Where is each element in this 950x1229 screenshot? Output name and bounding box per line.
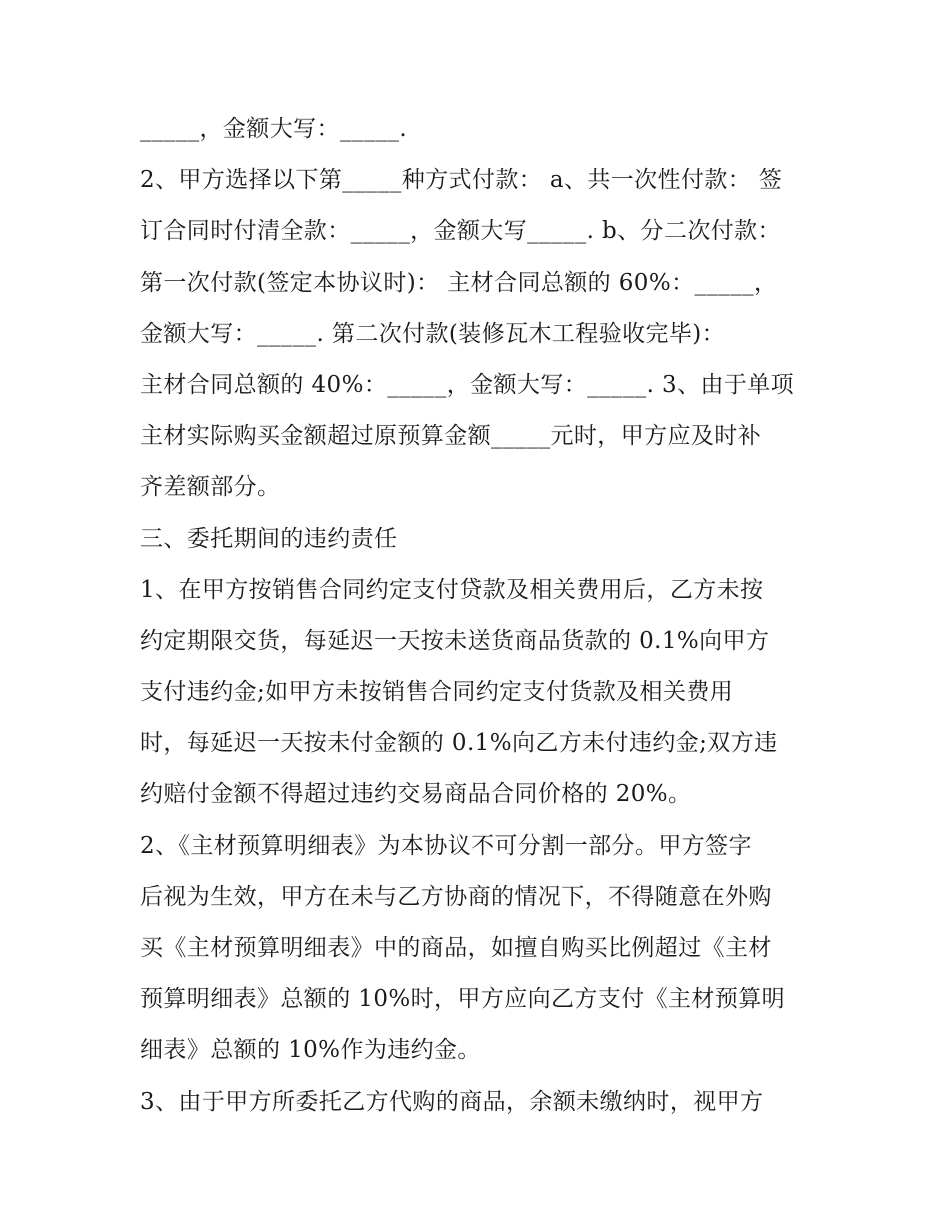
- text-line: 后视为生效，甲方在未与乙方协商的情况下，不得随意在外购: [140, 883, 772, 910]
- text-line: 第一次付款(签定本协议时)： 主材合同总额的 60%：_____，: [140, 269, 778, 296]
- text-line: 约赔付金额不得超过违约交易商品合同价格的 20%。: [140, 781, 692, 808]
- text-line: 预算明细表》总额的 10%时，甲方应向乙方支付《主材预算明: [140, 986, 786, 1013]
- text-line: 约定期限交货，每延迟一天按未送货商品货款的 0.1%向甲方: [140, 627, 770, 654]
- text-line: 齐差额部分。: [140, 474, 281, 501]
- text-line: 主材实际购买金额超过原预算金额_____元时，甲方应及时补: [140, 423, 762, 450]
- document-body: [140, 104, 820, 1128]
- text-line: 订合同时付清全款：_____，金额大写_____. b、分二次付款：: [140, 218, 781, 245]
- text-line: 细表》总额的 10%作为违约金。: [140, 1037, 481, 1064]
- text-line: 2、甲方选择以下第_____种方式付款： a、共一次性付款： 签: [140, 167, 783, 194]
- text-line: 支付违约金;如甲方未按销售合同约定支付货款及相关费用: [140, 679, 734, 706]
- text-line: 时，每延迟一天按未付金额的 0.1%向乙方未付违约金;双方违: [140, 730, 778, 757]
- text-line: _____，金额大写：_____.: [140, 116, 408, 142]
- text-line: 金额大写：_____. 第二次付款(装修瓦木工程验收完毕)：: [140, 320, 726, 347]
- text-line: 主材合同总额的 40%：_____，金额大写：_____. 3、由于单项: [140, 371, 795, 398]
- text-line: 2、《主材预算明细表》为本协议不可分割一部分。甲方签字: [140, 832, 752, 859]
- section-heading: 三、委托期间的违约责任: [140, 525, 398, 552]
- text-line: 3、由于甲方所委托乙方代购的商品，余额未缴纳时，视甲方: [140, 1088, 764, 1115]
- text-line: 1、在甲方按销售合同约定支付贷款及相关费用后，乙方未按: [140, 576, 764, 603]
- text-line: 买《主材预算明细表》中的商品，如擅自购买比例超过《主材: [140, 935, 772, 961]
